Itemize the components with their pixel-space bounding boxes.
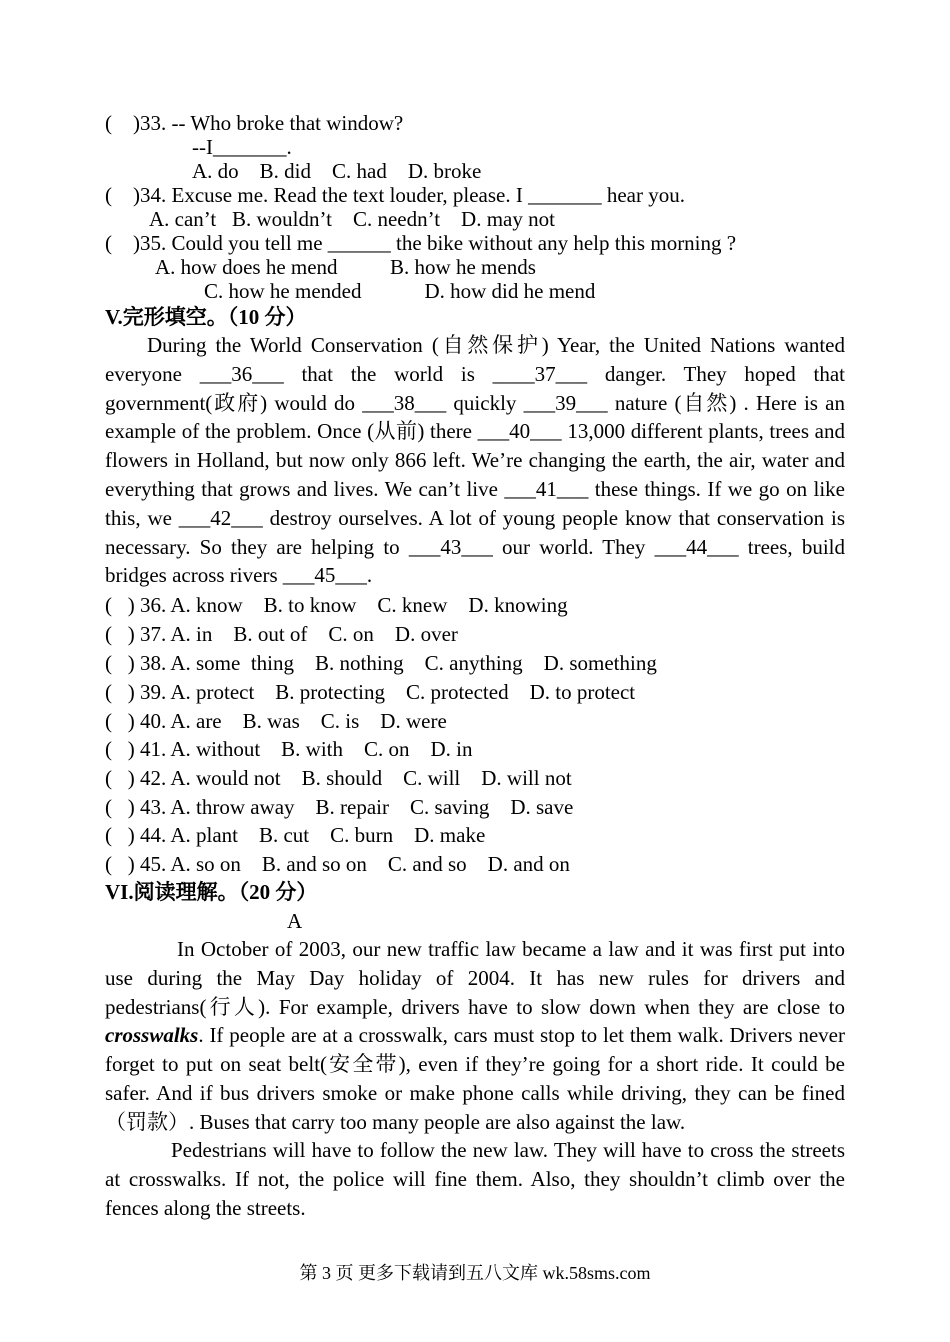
question-34: ( )34. Excuse me. Read the text louder, please. I _______ hear you.: [105, 183, 685, 207]
section-5-heading: V.完形填空。（10 分）: [105, 305, 307, 329]
reading-paragraph-1-start: In October of 2003, our new traffic law became a law and it was first put into use during the May Day holiday of 2004. It has new rules for drivers and pedestrians(行人). For example, drivers have to slow down when they are close to: [105, 937, 845, 1019]
question-33-answer-line: --I_______.: [192, 135, 292, 159]
question-33-options: A. do B. did C. had D. broke: [192, 159, 482, 183]
question-35-options-cd: C. how he mended D. how did he mend: [204, 279, 596, 303]
section-6-heading: VI.阅读理解。（20 分）: [105, 880, 318, 904]
question-33: ( )33. -- Who broke that window?: [105, 111, 404, 135]
reading-paragraph-2: Pedestrians will have to follow the new law. They will have to cross the streets at crosswalks. If not, the police will fine them. Also, they shouldn’t climb over the fences along the streets.: [105, 1138, 845, 1220]
cloze-question-43: ( ) 43. A. throw away B. repair C. saving D. save: [105, 795, 574, 819]
cloze-question-41: ( ) 41. A. without B. with C. on D. in: [105, 737, 473, 761]
cloze-question-44: ( ) 44. A. plant B. cut C. burn D. make: [105, 823, 486, 847]
question-35: ( )35. Could you tell me ______ the bike without any help this morning ?: [105, 231, 737, 255]
cloze-question-38: ( ) 38. A. some thing B. nothing C. anything D. something: [105, 651, 657, 675]
question-34-options: A. can’t B. wouldn’t C. needn’t D. may not: [149, 207, 555, 231]
cloze-question-42: ( ) 42. A. would not B. should C. will D. will not: [105, 766, 572, 790]
cloze-question-40: ( ) 40. A. are B. was C. is D. were: [105, 709, 447, 733]
page-footer: 第 3 页 更多下载请到五八文库 wk.58sms.com: [299, 1263, 651, 1283]
cloze-question-45: ( ) 45. A. so on B. and so on C. and so D. and on: [105, 852, 570, 876]
cloze-question-39: ( ) 39. A. protect B. protecting C. protected D. to protect: [105, 680, 636, 704]
reading-paragraph-1: [105, 935, 845, 1137]
question-35-options-ab: A. how does he mend B. how he mends: [155, 255, 536, 279]
cloze-passage: During the World Conservation (自然保护) Year, the United Nations wanted everyone ___36___ that the world is ____37___ danger. They hoped that government(政府) would do ___38___ quickly ___39___ nature (自然) . Here is an example of the problem. Once (从前) there ___40___ 13,000 different plants, trees and flowers in Holland, but now only 866 left. We’re changing the earth, the air, water and everything that grows and lives. We can’t live ___41___ these things. If we go on like this, we ___42___ destroy ourselves. A lot of young people know that conservation is necessary. So they are helping to ___43___ our world. They ___44___ trees, build bridges across rivers ___45___.: [105, 333, 845, 588]
reading-paragraph-1-end: . If people are at a crosswalk, cars must stop to let them walk. Drivers never forget to put on seat belt(安全带), even if they’re going for a short ride. It could be safer. And if bus drivers smoke or make phone calls while driving, they can be fined（罚款）. Buses that carry too many people are also against the law.: [105, 1023, 845, 1134]
passage-label: A: [287, 909, 303, 933]
cloze-question-36: ( ) 36. A. know B. to know C. knew D. knowing: [105, 593, 568, 617]
emphasized-word: crosswalks: [105, 1023, 199, 1048]
cloze-question-37: ( ) 37. A. in B. out of C. on D. over: [105, 622, 458, 646]
